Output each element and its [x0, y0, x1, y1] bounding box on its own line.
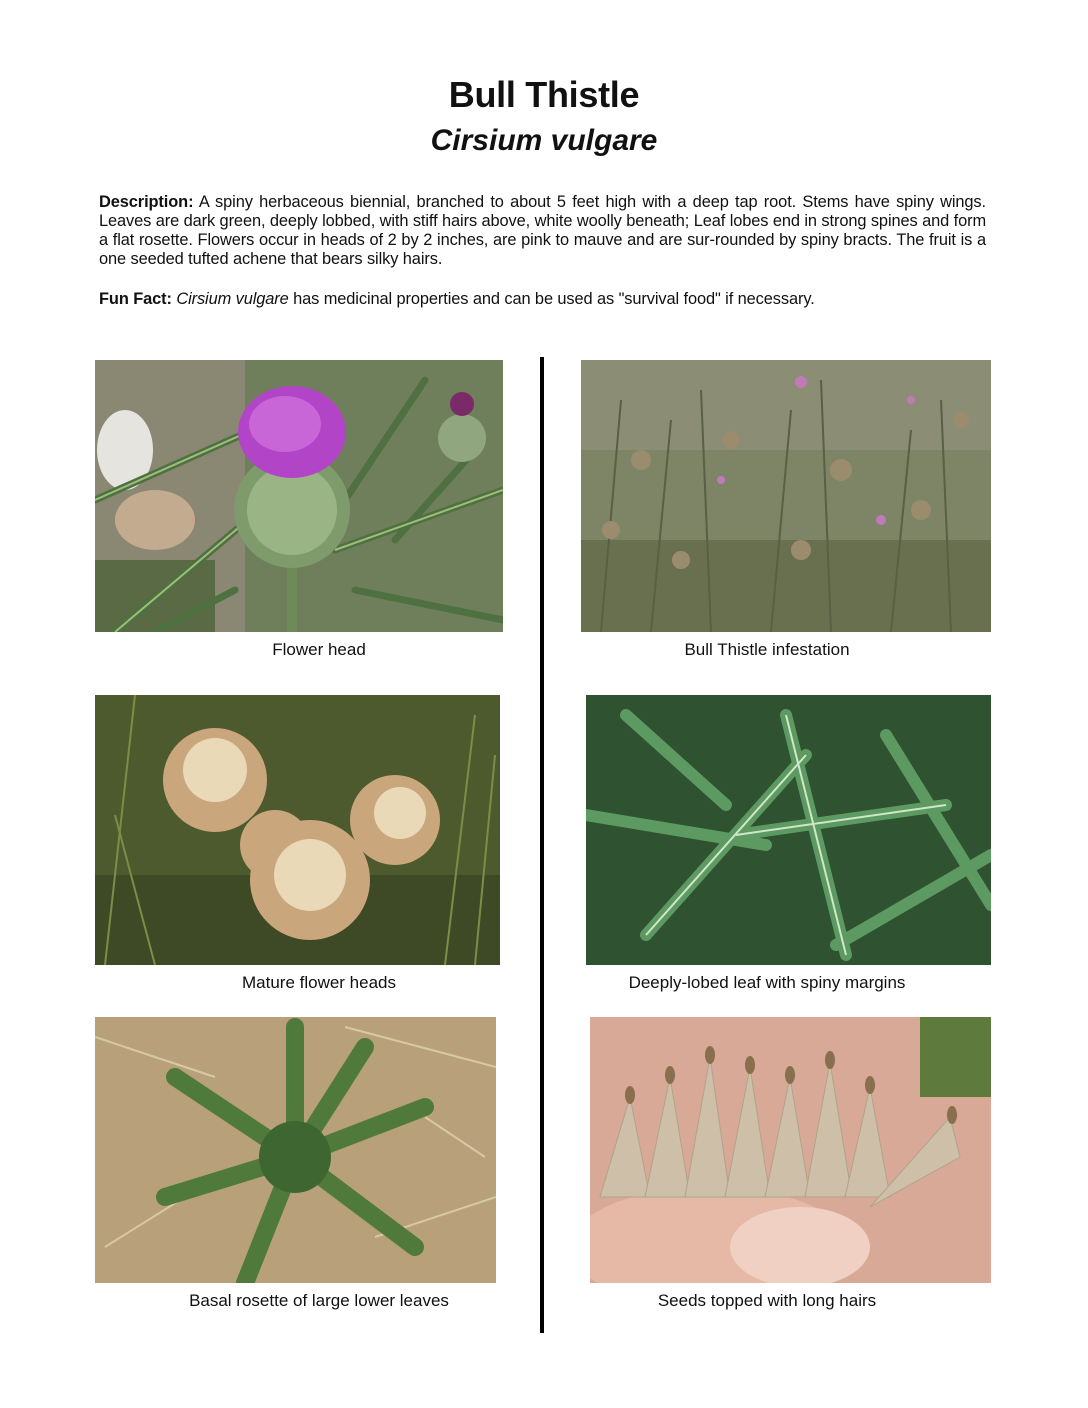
caption-seeds: Seeds topped with long hairs: [657, 1291, 877, 1310]
description-text: A spiny herbaceous biennial, branched to about 5 feet high with a deep tap root. Stems have spiny wings. Leaves are dark green, deeply lobbed, with stiff hairs above, white woolly beneath; Leaf lobes end in strong spines and form a flat rosette. Flowers occur in heads of 2 by 2 inches, are pink to mauve and are sur-rounded by spiny bracts. The fruit is a one seeded tufted achene that bears silky hairs.: [99, 193, 986, 268]
scientific-name: Cirsium vulgare: [430, 124, 658, 157]
fun-fact-species: Cirsium vulgare: [176, 290, 289, 308]
flower-head-photo: [95, 360, 503, 632]
basal-rosette-photo: [95, 1017, 496, 1283]
description-paragraph: [99, 193, 986, 269]
caption-infestation: Bull Thistle infestation: [684, 640, 850, 659]
caption-mature-flower-heads: Mature flower heads: [241, 973, 397, 992]
page-title: Bull Thistle: [448, 74, 640, 115]
fun-fact-text: has medicinal properties and can be used as "survival food" if necessary.: [288, 290, 815, 308]
caption-basal-rosette: Basal rosette of large lower leaves: [189, 1291, 449, 1310]
fun-fact-paragraph: [99, 290, 986, 309]
caption-lobed-leaf: Deeply-lobed leaf with spiny margins: [628, 973, 906, 992]
column-divider: [540, 357, 544, 1333]
infestation-photo: [581, 360, 991, 632]
fun-fact-label: Fun Fact:: [99, 290, 172, 308]
caption-flower-head: Flower head: [272, 640, 366, 659]
seeds-photo: [590, 1017, 991, 1283]
lobed-leaf-photo: [586, 695, 991, 965]
mature-flower-heads-photo: [95, 695, 500, 965]
description-label: Description:: [99, 193, 194, 211]
